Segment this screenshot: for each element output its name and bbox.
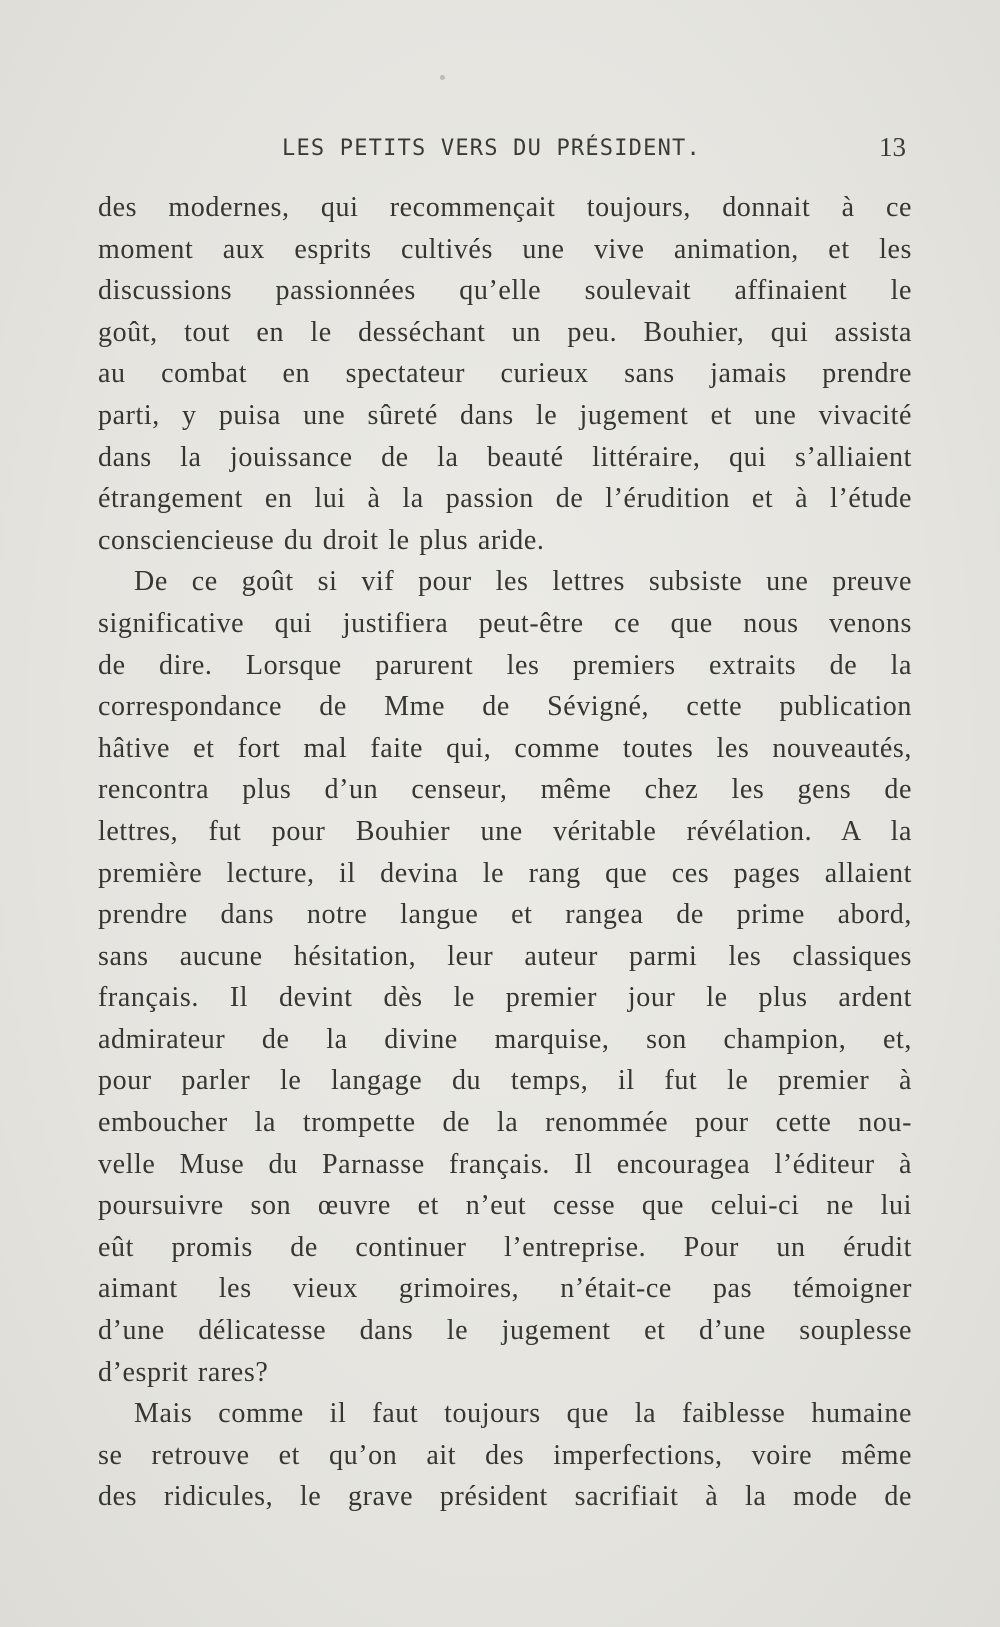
text-line: pour parler le langage du temps, il fut le premier à xyxy=(98,1065,912,1097)
text-line: des ridicules, le grave président sacrifiait à la mode de xyxy=(98,1481,912,1513)
text-line: goût, tout en le desséchant un peu. Bouhier, qui assista xyxy=(98,316,912,348)
text-line: Mais comme il faut toujours que la faiblesse humaine xyxy=(134,1398,912,1430)
text-line: aimant les vieux grimoires, n’était-ce pas témoigner xyxy=(98,1273,912,1305)
text-line: d’esprit rares? xyxy=(98,1356,269,1388)
text-line: velle Muse du Parnasse français. Il encouragea l’éditeur à xyxy=(98,1148,912,1180)
text-line: poursuivre son œuvre et n’eut cesse que celui-ci ne lui xyxy=(98,1190,912,1222)
text-line: étrangement en lui à la passion de l’érudition et à l’étude xyxy=(98,483,912,515)
text-line: des modernes, qui recommençait toujours, donnait à ce xyxy=(98,192,912,223)
text-line: français. Il devint dès le premier jour le plus ardent xyxy=(98,982,912,1014)
text-line: De ce goût si vif pour les lettres subsiste une preuve xyxy=(134,566,912,598)
text-line: de dire. Lorsque parurent les premiers extraits de la xyxy=(98,649,912,681)
text-line: au combat en spectateur curieux sans jamais prendre xyxy=(98,358,912,390)
text-line: sans aucune hésitation, leur auteur parmi les classiques xyxy=(98,940,912,972)
text-line: significative qui justifiera peut-être ce que nous venons xyxy=(98,607,912,639)
page-header xyxy=(100,132,908,172)
text-line: admirateur de la divine marquise, son champion, et, xyxy=(98,1023,912,1055)
text-line: lettres, fut pour Bouhier une véritable révélation. A la xyxy=(98,815,912,847)
text-line: rencontra plus d’un censeur, même chez les gens de xyxy=(98,774,912,806)
body-text xyxy=(98,187,912,1518)
text-line: se retrouve et qu’on ait des imperfections, voire même xyxy=(98,1439,912,1471)
text-line: première lecture, il devina le rang que ces pages allaient xyxy=(98,857,912,889)
text-line: prendre dans notre langue et rangea de prime abord, xyxy=(98,899,912,931)
text-line: consciencieuse du droit le plus aride. xyxy=(98,524,545,556)
page-number: 13 xyxy=(879,132,906,162)
running-title: LES PETITS VERS DU PRÉSIDENT. xyxy=(282,136,701,161)
paper-speck xyxy=(440,75,445,80)
text-line: d’une délicatesse dans le jugement et d’une souplesse xyxy=(98,1315,912,1347)
text-line: eût promis de continuer l’entreprise. Pour un érudit xyxy=(98,1231,912,1263)
text-line: hâtive et fort mal faite qui, comme toutes les nouveautés, xyxy=(98,732,912,764)
text-line: discussions passionnées qu’elle soulevait affinaient le xyxy=(98,275,912,307)
text-line: dans la jouissance de la beauté littéraire, qui s’alliaient xyxy=(98,441,912,473)
text-line: emboucher la trompette de la renommée pour cette nou- xyxy=(98,1107,912,1139)
text-line: correspondance de Mme de Sévigné, cette publication xyxy=(98,691,912,723)
text-line: moment aux esprits cultivés une vive animation, et les xyxy=(98,233,912,265)
text-line: parti, y puisa une sûreté dans le jugement et une vivacité xyxy=(98,399,912,431)
